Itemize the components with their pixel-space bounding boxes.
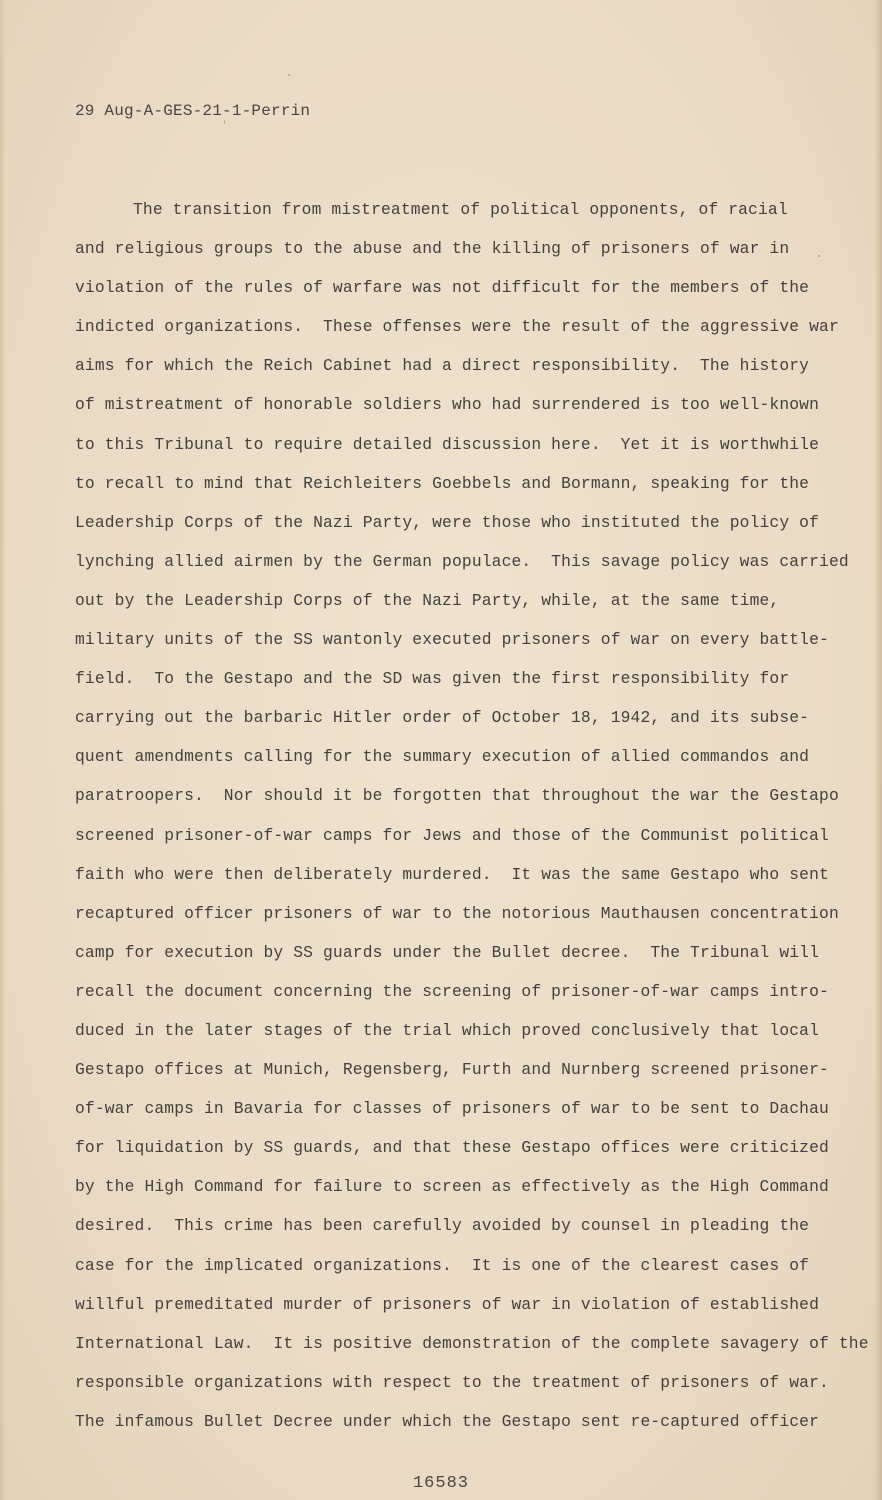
text-line: carrying out the barbaric Hitler order of October 18, 1942, and its subse- <box>75 708 810 728</box>
text-line: of-war camps in Bavaria for classes of prisoners of war to be sent to Dachau <box>75 1099 829 1119</box>
text-line: military units of the SS wantonly executed prisoners of war on every battle- <box>75 630 829 650</box>
text-line: and religious groups to the abuse and the killing of prisoners of war in <box>75 239 790 259</box>
document-header: 29 Aug-A-GES-21-1-Perrin <box>75 102 311 120</box>
text-line: duced in the later stages of the trial which proved conclusively that local <box>75 1020 820 1040</box>
paper-speck <box>224 120 225 124</box>
text-line: indicted organizations. These offenses were the result of the aggressive war <box>75 317 839 337</box>
text-line: International Law. It is positive demonstration of the complete savagery of the <box>75 1333 869 1353</box>
text-line: willful premeditated murder of prisoners of war in violation of established <box>75 1294 820 1314</box>
text-line: lynching allied airmen by the German populace. This savage policy was carried <box>75 551 849 571</box>
text-line: The transition from mistreatment of political opponents, of racial <box>133 200 788 219</box>
text-line: paratroopers. Nor should it be forgotten that throughout the war the Gestapo <box>75 786 839 806</box>
text-line: to this Tribunal to require detailed discussion here. Yet it is worthwhile <box>75 434 820 454</box>
document-body <box>75 197 869 1448</box>
text-line: case for the implicated organizations. It is one of the clearest cases of <box>75 1255 810 1275</box>
page-edge-left <box>0 0 6 1500</box>
text-line: Leadership Corps of the Nazi Party, were those who instituted the policy of <box>75 512 820 532</box>
text-line: responsible organizations with respect to the treatment of prisoners of war. <box>75 1372 829 1392</box>
text-line: of mistreatment of honorable soldiers who had surrendered is too well-known <box>75 395 820 415</box>
text-line: recall the document concerning the screening of prisoner-of-war camps intro- <box>75 981 829 1001</box>
text-line: recaptured officer prisoners of war to the notorious Mauthausen concentration <box>75 903 839 923</box>
page-number: 16583 <box>412 1474 469 1493</box>
text-line: violation of the rules of warfare was not difficult for the members of the <box>75 278 810 298</box>
text-line: screened prisoner-of-war camps for Jews and those of the Communist political <box>75 825 829 845</box>
page-edge-right <box>874 0 882 1500</box>
text-line: field. To the Gestapo and the SD was given the first responsibility for <box>75 669 790 689</box>
text-line: for liquidation by SS guards, and that these Gestapo offices were criticized <box>75 1138 829 1158</box>
text-line: desired. This crime has been carefully avoided by counsel in pleading the <box>75 1216 810 1236</box>
text-line: quent amendments calling for the summary execution of allied commandos and <box>75 747 810 767</box>
paper-speck <box>288 74 290 76</box>
text-line: aims for which the Reich Cabinet had a direct responsibility. The history <box>75 356 810 376</box>
text-line: by the High Command for failure to screen as effectively as the High Command <box>75 1177 829 1197</box>
text-line: to recall to mind that Reichleiters Goebbels and Bormann, speaking for the <box>75 473 810 493</box>
text-line: faith who were then deliberately murdered. It was the same Gestapo who sent <box>75 864 829 884</box>
text-line: out by the Leadership Corps of the Nazi Party, while, at the same time, <box>75 590 780 610</box>
text-line: The infamous Bullet Decree under which the Gestapo sent re-captured officer <box>75 1411 820 1431</box>
text-line: camp for execution by SS guards under the Bullet decree. The Tribunal will <box>75 942 820 962</box>
text-line: Gestapo offices at Munich, Regensberg, Furth and Nurnberg screened prisoner- <box>75 1060 829 1080</box>
